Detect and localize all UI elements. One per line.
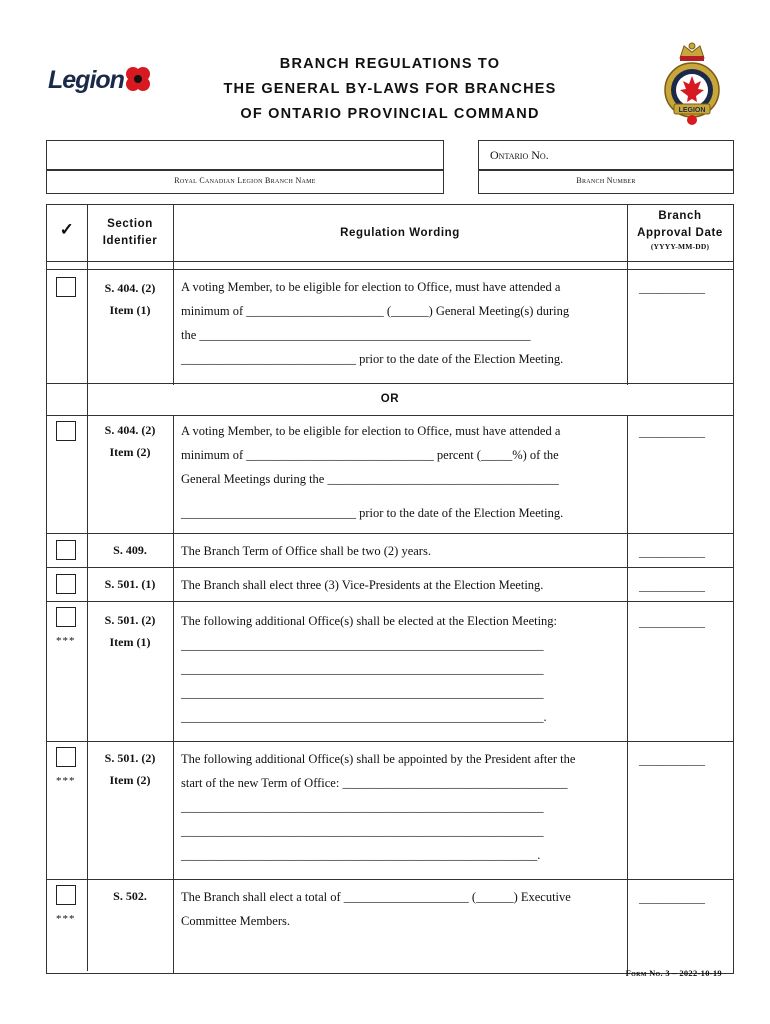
approval-date-row-5[interactable]: ___________ <box>639 615 705 629</box>
document-title <box>200 52 580 127</box>
wording-row-2: A voting Member, to be eligible for election to Office, must have attended a minimum of ______________________________ percent (_____%) of the General Meetings during the _____________________________________ ____________________________ prior to the date of the Election Meeting. <box>181 424 564 520</box>
approval-date-row-1[interactable]: ___________ <box>639 281 705 295</box>
title-line-2: THE GENERAL BY-LAWS FOR BRANCHES <box>223 81 557 97</box>
approval-date-row-7[interactable]: ___________ <box>639 891 705 905</box>
section-id-row-3: S. 409. <box>113 543 147 557</box>
section-id-row-1: S. 404. (2) Item (1) <box>104 281 156 317</box>
wording-row-1: A voting Member, to be eligible for election to Office, must have attended a minimum of ______________________ (______) General Meeting(s) during the _____________________________________________________ ____________________________ prior to the date of the Election Meeting. <box>181 280 570 366</box>
approval-date-row-2[interactable]: ___________ <box>639 425 705 439</box>
section-id-row-4: S. 501. (1) <box>104 577 156 591</box>
check-column-header: ✓ <box>59 220 75 239</box>
title-line-3: OF ONTARIO PROVINCIAL COMMAND <box>240 106 540 122</box>
ontario-number-label: Ontario No. <box>490 148 549 162</box>
branch-name-label: Royal Canadian Legion Branch Name <box>174 176 316 185</box>
approval-date-row-6[interactable]: ___________ <box>639 753 705 767</box>
approval-date-row-4[interactable]: ___________ <box>639 579 705 593</box>
legion-crest-icon <box>660 40 724 128</box>
form-number-footer: Form No. 3 – 2022-10-19 <box>625 968 722 978</box>
wording-row-6: The following additional Office(s) shall be appointed by the President after the start of the new Term of Office: ____________________________________ __________________________________________________________ __________________________________________________________ _________________________________________________________. <box>181 752 576 862</box>
checkbox-row-2[interactable] <box>56 421 76 441</box>
section-column-header: Section Identifier <box>102 218 158 247</box>
checkbox-row-4[interactable] <box>56 574 76 594</box>
or-separator: OR <box>380 393 400 405</box>
svg-text:LEGION: LEGION <box>678 107 706 114</box>
checkbox-row-1[interactable] <box>56 277 76 297</box>
approval-date-row-3[interactable]: ___________ <box>639 545 705 559</box>
checkbox-row-3[interactable] <box>56 540 76 560</box>
section-id-row-7: S. 502. <box>113 889 147 903</box>
checkbox-row-7[interactable] <box>56 885 76 905</box>
wording-row-7: The Branch shall elect a total of ____________________ (______) Executive Committee Members. <box>181 890 571 928</box>
stars-row-7: *** <box>56 913 76 925</box>
stars-row-5: *** <box>56 635 76 647</box>
wording-column-header: Regulation Wording <box>340 227 460 239</box>
branch-number-label: Branch Number <box>576 176 636 185</box>
checkbox-row-6[interactable] <box>56 747 76 767</box>
wording-row-4: The Branch shall elect three (3) Vice-Presidents at the Election Meeting. <box>181 578 544 592</box>
section-id-row-5: S. 501. (2) Item (1) <box>104 613 156 649</box>
wording-row-5: The following additional Office(s) shall be elected at the Election Meeting: __________________________________________________________ __________________________________________________________ __________________________________________________________ __________________________________________________________. <box>181 614 558 724</box>
approval-column-header: Branch Approval Date (YYYY-MM-DD) <box>637 210 723 251</box>
branch-name-field[interactable] <box>46 140 444 170</box>
svg-text:Legion: Legion <box>48 66 124 94</box>
stars-row-6: *** <box>56 775 76 787</box>
checkbox-row-5[interactable] <box>56 607 76 627</box>
wording-row-3: The Branch Term of Office shall be two (2) years. <box>181 544 431 558</box>
section-id-row-2: S. 404. (2) Item (2) <box>104 423 156 459</box>
regulations-table <box>46 204 734 974</box>
legion-logo <box>48 60 158 100</box>
section-id-row-6: S. 501. (2) Item (2) <box>104 751 156 787</box>
title-line-1: BRANCH REGULATIONS TO <box>279 56 501 72</box>
